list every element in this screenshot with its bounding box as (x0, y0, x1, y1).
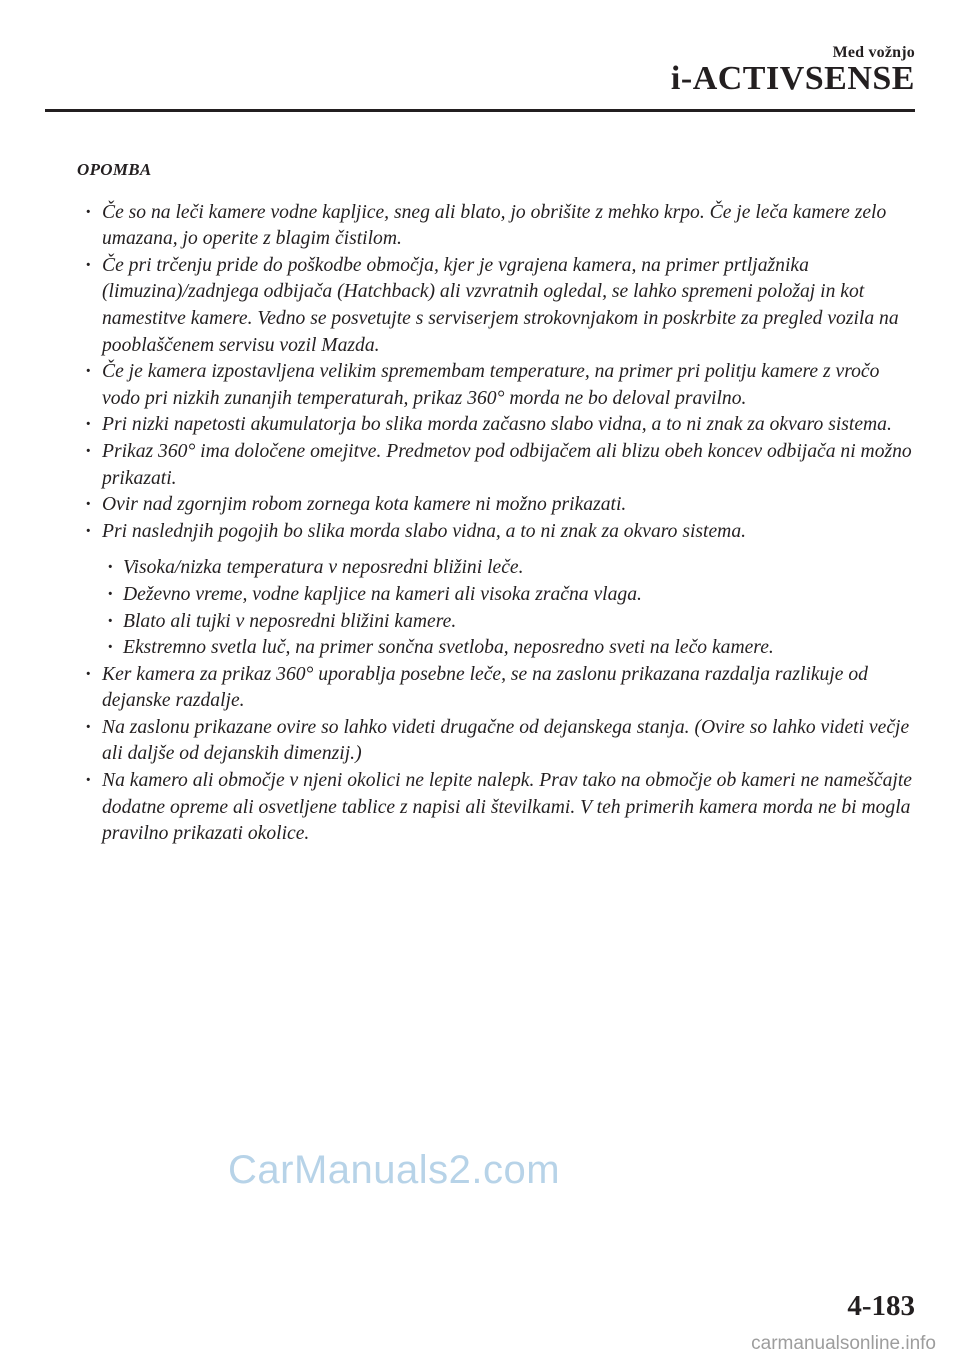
header-divider (45, 109, 915, 112)
note-sub-item: · Blato ali tujki v neposredni bližini kamere. (77, 609, 922, 636)
footer-website: carmanualsonline.info (751, 1333, 936, 1354)
chapter-title: i-ACTIVSENSE (670, 60, 915, 97)
note-item: · Na kamero ali območje v njeni okolici ne lepite nalepk. Prav tako na območje ob kameri ne nameščajte dodatne opreme ali osvetljene tablice z napisi ali številkami. V teh primerih kamera morda ne bi mogla pravilno prikazati okolice. (77, 768, 922, 848)
section-label: Med vožnjo (832, 44, 915, 61)
note-heading: OPOMBA (77, 160, 152, 179)
note-list-continued (77, 662, 922, 848)
note-list (77, 200, 922, 546)
note-item: · Pri nizki napetosti akumulatorja bo slika morda začasno slabo vidna, a to ni znak za okvaro sistema. (77, 412, 922, 439)
note-item: · Če pri trčenju pride do poškodbe območja, kjer je vgrajena kamera, na primer prtljažnika (limuzina)/zadnjega odbijača (Hatchback) ali vzvratnih ogledal, se lahko spremeni položaj in kot namestitve kamere. Vedno se posvetujte s serviserjem strokovnjakom in poskrbite za pregled vozila na pooblaščenem servisu vozil Mazda. (77, 253, 922, 359)
note-block (77, 157, 922, 848)
note-item: · Pri naslednjih pogojih bo slika morda slabo vidna, a to ni znak za okvaro sistema. (77, 519, 922, 546)
note-sub-list (77, 555, 922, 661)
note-sub-item: · Visoka/nizka temperatura v neposredni bližini leče. (77, 555, 922, 582)
note-item: · Če je kamera izpostavljena velikim spremembam temperature, na primer pri politju kamere z vročo vodo pri nizkih zunanjih temperaturah, prikaz 360° morda ne bo deloval pravilno. (77, 359, 922, 412)
note-item: · Na zaslonu prikazane ovire so lahko videti drugačne od dejanskega stanja. (Ovire so lahko videti večje ali daljše od dejanskih dimenzij.) (77, 715, 922, 768)
note-item: · Ovir nad zgornjim robom zornega kota kamere ni možno prikazati. (77, 492, 922, 519)
note-item: · Ker kamera za prikaz 360° uporablja posebne leče, se na zaslonu prikazana razdalja razlikuje od dejanske razdalje. (77, 662, 922, 715)
note-item: · Če so na leči kamere vodne kapljice, sneg ali blato, jo obrišite z mehko krpo. Če je leča kamere zelo umazana, jo operite z blagim čistilom. (77, 200, 922, 253)
note-sub-item: · Ekstremno svetla luč, na primer sončna svetloba, neposredno sveti na lečo kamere. (77, 635, 922, 662)
note-item: · Prikaz 360° ima določene omejitve. Predmetov pod odbijačem ali blizu obeh koncev odbijača ni možno prikazati. (77, 439, 922, 492)
note-sub-item: · Deževno vreme, vodne kapljice na kameri ali visoka zračna vlaga. (77, 582, 922, 609)
page-number: 4-183 (847, 1290, 915, 1322)
watermark-logo: CarManuals2.com (228, 1148, 561, 1192)
